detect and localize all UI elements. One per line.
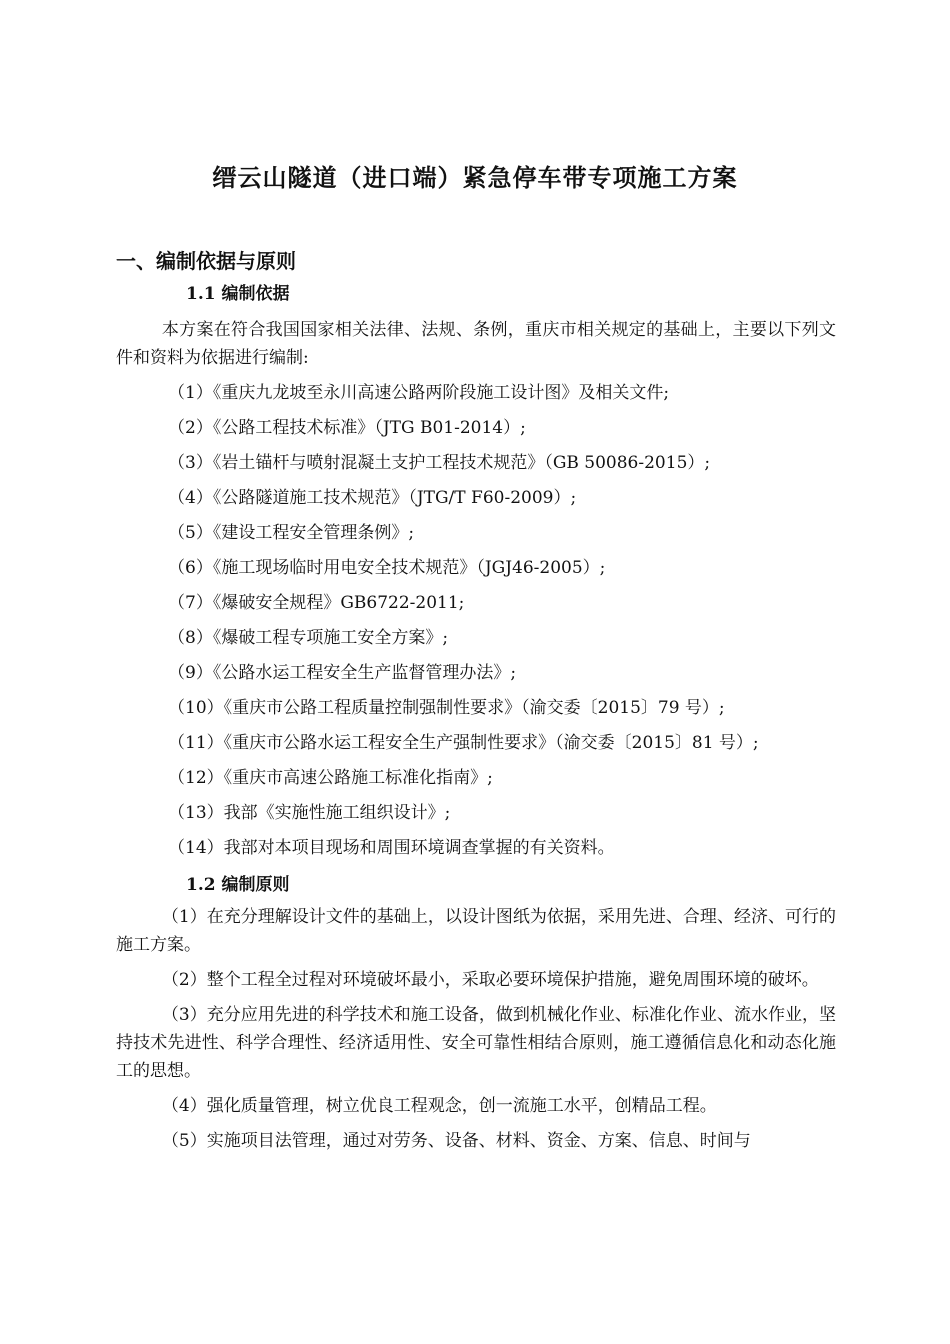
reference-item: （7）《爆破安全规程》GB6722-2011; (168, 593, 465, 613)
reference-item: （9）《公路水运工程安全生产监督管理办法》; (168, 663, 517, 683)
principle-paragraph: （1）在充分理解设计文件的基础上，以设计图纸为依据，采用先进、合理、经济、可行的施工方案。 (116, 907, 836, 955)
reference-item: （2）《公路工程技术标准》（JTG B01-2014）; (168, 418, 526, 438)
reference-item: （6）《施工现场临时用电安全技术规范》（JGJ46-2005）; (168, 558, 606, 578)
reference-item: （12）《重庆市高速公路施工标准化指南》; (168, 768, 493, 788)
reference-item: （10）《重庆市公路工程质量控制强制性要求》（渝交委〔2015〕79 号）; (168, 698, 725, 718)
reference-item: （5）《建设工程安全管理条例》; (168, 523, 415, 543)
principle-paragraph: （5）实施项目法管理，通过对劳务、设备、材料、资金、方案、信息、时间与 (161, 1131, 751, 1151)
reference-item: （13）我部《实施性施工组织设计》; (168, 803, 451, 823)
document-title: 缙云山隧道（进口端）紧急停车带专项施工方案 (212, 163, 738, 192)
principle-paragraph: （2）整个工程全过程对环境破坏最小，采取必要环境保护措施，避免周围环境的破坏。 (161, 970, 819, 990)
reference-item: （4）《公路隧道施工技术规范》（JTG/T F60-2009）; (168, 488, 577, 508)
reference-item: （14）我部对本项目现场和周围环境调查掌握的有关资料。 (168, 838, 615, 858)
principle-paragraph: （3）充分应用先进的科学技术和施工设备，做到机械化作业、标准化作业、流水作业，坚持技术先进性、科学合理性、经济适用性、安全可靠性相结合原则，施工遵循信息化和动态化施工的思想。 (116, 1005, 836, 1081)
intro-paragraph: 本方案在符合我国国家相关法律、法规、条例，重庆市相关规定的基础上，主要以下列文件和资料为依据进行编制: (116, 320, 836, 368)
section-heading: 一、编制依据与原则 (116, 249, 296, 273)
subsection-heading: 1.2 编制原则 (186, 875, 290, 895)
document-body (116, 316, 836, 1162)
reference-item: （8）《爆破工程专项施工安全方案》; (168, 628, 449, 648)
principle-paragraph: （4）强化质量管理，树立优良工程观念，创一流施工水平，创精品工程。 (161, 1096, 717, 1116)
reference-item: （1）《重庆九龙坡至永川高速公路两阶段施工设计图》及相关文件; (168, 383, 670, 403)
reference-item: （11）《重庆市公路水运工程安全生产强制性要求》（渝交委〔2015〕81 号）; (168, 733, 759, 753)
subsection-heading: 1.1 编制依据 (186, 284, 290, 304)
subsection-1-1-heading-wrap (116, 278, 836, 312)
reference-item: （3）《岩土锚杆与喷射混凝土支护工程技术规范》（GB 50086-2015）; (168, 453, 711, 473)
